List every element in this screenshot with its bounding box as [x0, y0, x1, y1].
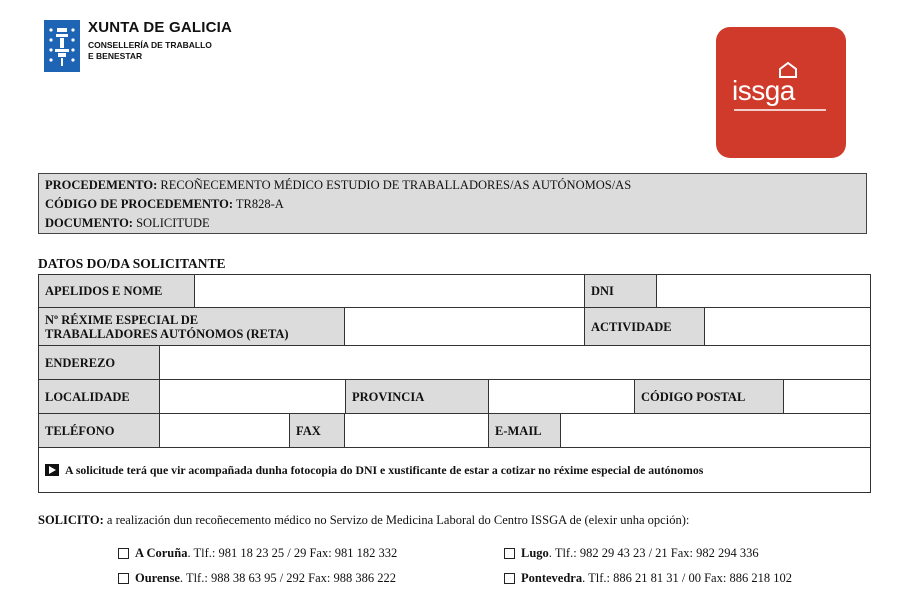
- option-pontevedra[interactable]: [504, 571, 792, 586]
- provincia-label: PROVINCIA: [345, 379, 489, 414]
- reta-label: [38, 307, 345, 346]
- reta-input[interactable]: [344, 307, 585, 346]
- actividade-input[interactable]: [704, 307, 871, 346]
- fax-input[interactable]: [344, 413, 489, 448]
- reta-label-line-2: TRABALLADORES AUTÓNOMOS (RETA): [45, 326, 289, 341]
- org-name: XUNTA DE GALICIA: [88, 19, 233, 36]
- option-details: . Tlf.: 981 18 23 25 / 29 Fax: 981 182 332: [187, 546, 398, 560]
- checkbox-a-coruna[interactable]: [118, 548, 129, 559]
- telefono-input[interactable]: [159, 413, 290, 448]
- option-city: A Coruña: [135, 546, 188, 560]
- localidade-label: LOCALIDADE: [38, 379, 160, 414]
- apelidos-input[interactable]: [194, 274, 585, 308]
- codigo-postal-label: CÓDIGO POSTAL: [634, 379, 784, 414]
- enderezo-input[interactable]: [159, 345, 871, 380]
- issga-logo: [716, 27, 846, 158]
- option-ourense[interactable]: [118, 571, 396, 586]
- email-label: E-MAIL: [488, 413, 561, 448]
- email-input[interactable]: [560, 413, 871, 448]
- option-details: . Tlf.: 886 21 81 31 / 00 Fax: 886 218 102: [582, 571, 792, 585]
- issga-wordmark: issga: [732, 75, 795, 106]
- dni-input[interactable]: [656, 274, 871, 308]
- requirements-note: [38, 447, 871, 493]
- dni-label: DNI: [584, 274, 657, 308]
- solicito-label: SOLICITO:: [38, 513, 104, 527]
- codigo-postal-input[interactable]: [783, 379, 871, 414]
- option-city: Pontevedra: [521, 571, 583, 585]
- procedure-label: PROCEDEMENTO:: [45, 178, 158, 192]
- document-label: DOCUMENTO:: [45, 216, 133, 230]
- document-value: SOLICITUDE: [136, 216, 210, 230]
- option-details: . Tlf.: 982 29 43 23 / 21 Fax: 982 294 336: [548, 546, 759, 560]
- localidade-input[interactable]: [159, 379, 346, 414]
- checkbox-pontevedra[interactable]: [504, 573, 515, 584]
- solicito-text: a realización dun recoñecemento médico no Servizo de Medicina Laboral do Centro ISSGA de (elexir unha opción):: [106, 513, 690, 527]
- procedure-box: [38, 173, 867, 234]
- enderezo-label: ENDEREZO: [38, 345, 160, 380]
- dept-line-1: CONSELLERÍA DE TRABALLO: [88, 40, 212, 50]
- option-details: . Tlf.: 988 38 63 95 / 292 Fax: 988 386 222: [179, 571, 397, 585]
- fax-label: FAX: [289, 413, 345, 448]
- dept-line-2: E BENESTAR: [88, 51, 143, 61]
- requirements-note-text: A solicitude terá que vir acompañada dunha fotocopia do DNI e xustificante de estar a cotizar no réxime especial de autónomos: [65, 462, 704, 477]
- option-city: Lugo: [521, 546, 549, 560]
- galicia-emblem-icon: [44, 20, 80, 72]
- procedure-value: RECOÑECEMENTO MÉDICO ESTUDIO DE TRABALLADORES/AS AUTÓNOMOS/AS: [160, 178, 632, 192]
- checkbox-ourense[interactable]: [118, 573, 129, 584]
- checkbox-lugo[interactable]: [504, 548, 515, 559]
- apelidos-label: APELIDOS E NOME: [38, 274, 195, 308]
- issga-tagline-decoration: [734, 109, 826, 111]
- xunta-logo: [44, 20, 232, 72]
- option-city: Ourense: [135, 571, 180, 585]
- provincia-input[interactable]: [488, 379, 635, 414]
- arrow-right-icon: [45, 464, 59, 476]
- procedure-code-value: TR828-A: [235, 197, 284, 211]
- procedure-code-label: CÓDIGO DE PROCEDEMENTO:: [45, 197, 233, 211]
- telefono-label: TELÉFONO: [38, 413, 160, 448]
- reta-label-line-1: Nº RÉXIME ESPECIAL DE: [45, 312, 199, 327]
- actividade-label: ACTIVIDADE: [584, 307, 705, 346]
- section-title: DATOS DO/DA SOLICITANTE: [38, 256, 226, 271]
- option-lugo[interactable]: [504, 546, 759, 561]
- solicito-line: [38, 513, 689, 528]
- option-a-coruna[interactable]: [118, 546, 397, 561]
